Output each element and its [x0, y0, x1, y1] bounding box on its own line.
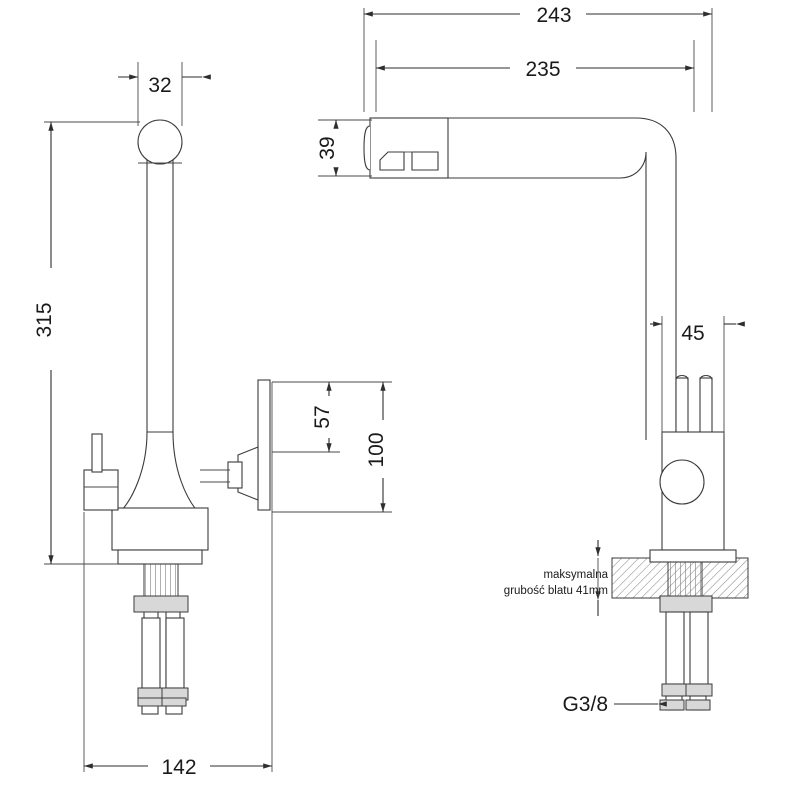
dim-label-39: 39	[316, 136, 339, 160]
handle-cap-icon	[138, 120, 182, 164]
dim-label-235: 235	[525, 58, 561, 81]
left-faucet-side-view	[84, 120, 270, 714]
worktop-note-line2: grubość blatu 41mm	[503, 585, 608, 597]
dim-spout-reach-outlet	[376, 40, 694, 112]
side-lever-handle	[200, 380, 270, 510]
dim-label-32: 32	[148, 74, 172, 97]
left-side-outlet	[84, 470, 118, 510]
body-cap-circle	[660, 460, 704, 504]
worktop-note-line1: maksymalna	[543, 569, 608, 581]
dim-label-315: 315	[33, 302, 56, 338]
dim-label-243: 243	[536, 4, 572, 27]
base-plate	[118, 550, 202, 564]
dim-handle-cap-width	[118, 62, 202, 126]
faucet-body	[112, 508, 208, 550]
right-faucet-view	[364, 118, 748, 710]
dim-label-45: 45	[681, 322, 705, 345]
dim-label-57: 57	[311, 405, 334, 429]
mounting-nut	[134, 596, 188, 612]
left-side-lever	[92, 434, 102, 472]
dim-body-diameter	[650, 316, 736, 436]
dim-side-lever-offset	[272, 382, 340, 452]
thread-size-label: G3/8	[562, 693, 608, 716]
dim-label-142: 142	[161, 756, 197, 779]
dim-side-outlet-height	[272, 382, 392, 512]
dim-label-100: 100	[365, 432, 388, 468]
